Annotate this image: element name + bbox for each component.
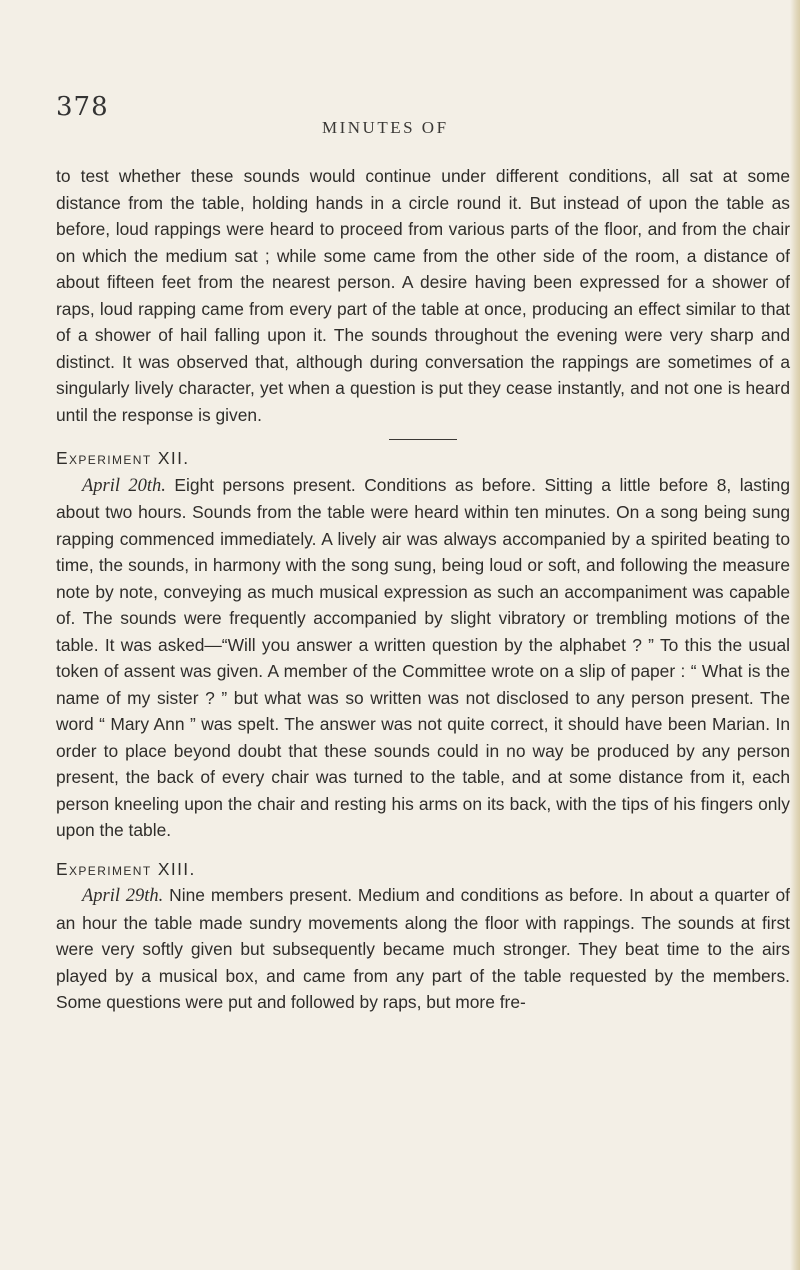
- experiment-13-paragraph: [56, 882, 790, 1016]
- experiment-12-heading: Experiment XII.: [56, 448, 190, 468]
- experiment-13-date: April 29th.: [82, 886, 164, 906]
- experiment-13-text: Nine members present. Medium and conditions as before. In about a quarter of an hour the table made sundry movements along the floor with rappings. The sounds at first were very softly given but subsequently became much stronger. They beat time to the airs played by a musical box, and came from any part of the table requested by the members. Some questions were put and followed by raps, but more fre-: [56, 885, 791, 1012]
- experiment-12-paragraph: [56, 472, 790, 844]
- section-divider: [389, 439, 457, 440]
- paragraph-continuation: to test whether these sounds would continue under different conditions, all sat at some distance from the table, holding hands in a circle round it. But instead of upon the table as before, loud rappings were heard to proceed from various parts of the floor, and from the chair on which the medium sat ; while some came from the other side of the room, a distance of about fifteen feet from the nearest person. A desire having been expressed for a shower of raps, loud rapping came from every part of the table at once, producing an effect similar to that of a shower of hail falling upon it. The sounds throughout the evening were very sharp and distinct. It was observed that, although during conversation the rappings are sometimes of a singularly lively character, yet when a question is put they cease instantly, and not one is heard until the response is given.: [56, 166, 790, 425]
- experiment-12-text: Eight persons present. Conditions as before. Sitting a little before 8, lasting about two hours. Sounds from the table were heard within ten minutes. On a song being sung rapping commenced immediately. A lively air was always accompanied by a spirited beating to time, the sounds, in harmony with the song sung, being loud or soft, and following the measure note by note, conveying as much musical expression as such an accompaniment was capable of. The sounds were frequently accompanied by slight vibratory or trembling motions of the table. It was asked—“Will you answer a written question by the alphabet ? ” To this the usual token of assent was given. A member of the Committee wrote on a slip of paper : “ What is the name of my sister ? ” but what was so written was not disclosed to any person present. The word “ Mary Ann ” was spelt. The answer was not quite correct, it should have been Marian. In order to place beyond doubt that these sounds could in no way be produced by any person present, the back of every chair was turned to the table, and at some distance from it, each person kneeling upon the chair and resting his arms on its back, with the tips of his fingers only upon the table.: [56, 474, 790, 840]
- page-edge: [790, 0, 800, 1270]
- page-number: 378: [56, 92, 109, 122]
- body-text: [56, 163, 790, 1016]
- experiment-12-date: April 20th.: [82, 475, 166, 496]
- experiment-13-heading: Experiment XIII.: [56, 858, 196, 879]
- running-head: MINUTES OF: [322, 118, 449, 137]
- spacer: [56, 844, 790, 856]
